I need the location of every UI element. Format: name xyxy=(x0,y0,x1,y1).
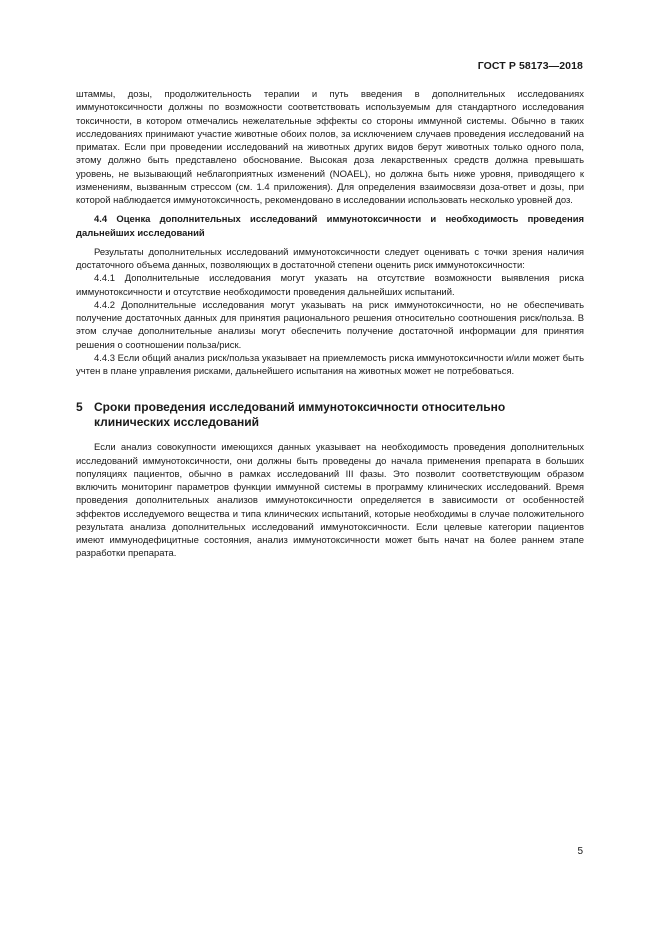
section-5-heading xyxy=(76,400,584,430)
section-5-number: 5 xyxy=(76,400,83,415)
section-5-title: Сроки проведения исследований иммунотоксичности относительно клинических исследований xyxy=(94,400,506,430)
subsection-4-4-intro: Результаты дополнительных исследований иммунотоксичности следует оценивать с точки зрения наличия достаточного объема данных, позволяющих в достаточной степени оценить риск иммунотоксичности: xyxy=(76,246,584,271)
page-number: 5 xyxy=(577,846,583,857)
document-body xyxy=(76,88,584,561)
intro-paragraph: штаммы, дозы, продолжительность терапии и путь введения в дополнительных исследованиях иммунотоксичности должны по возможности соответствовать используемым для стандартного исследования токсичности, в котором отмечались нежелательные эффекты со стороны иммунной системы. Обычно в таких исследованиях принимают участие животные обоих полов, за исключением случаев проведения исследований на приматах. Если при проведении исследований на животных других видов берут животных только одного пола, этому должно быть представлено обоснование. Высокая доза лекарственных средств должна превышать уровень, не вызывающий неблагоприятных изменений (NOAEL), но должна быть ниже уровня, приводящего к изменениям, вызванным стрессом (см. 1.4 приложения). Для определения взаимосвязи доза-ответ и дозы, при которой наблюдается иммунотоксичность, рекомендовано в исследовании использовать несколько уровней доз. xyxy=(76,89,584,206)
item-4-4-1: 4.4.1 Дополнительные исследования могут указать на отсутствие возможности выявления риска иммунотоксичности и отсутствие необходимости проведения дальнейших испытаний. xyxy=(76,273,584,298)
standard-code: ГОСТ Р 58173—2018 xyxy=(477,60,583,72)
item-4-4-3: 4.4.3 Если общий анализ риск/польза указывает на приемлемость риска иммунотоксичности и/или может быть учтен в плане управления рисками, дальнейшего испытания на животных может не потребоваться. xyxy=(76,352,584,377)
subsection-4-4-heading: 4.4 Оценка дополнительных исследований иммунотоксичности и необходимость проведения дальнейших исследований xyxy=(76,214,584,239)
section-5-paragraph: Если анализ совокупности имеющихся данных указывает на необходимость проведения дополнительных исследований иммунотоксичности, они должны быть проведены до начала применения препарата в больших популяциях пациентов, обычно в рамках исследований III фазы. Это позволит соответствующим образом включить мониторинг параметров функции иммунной системы в программу клинических исследований. Время проведения дополнительных анализов иммунотоксичности определяется в зависимости от особенностей эффектов исследуемого вещества и типа клинических испытаний, которые необходимы в случае положительного результата анализа дополнительных исследований иммунотоксичности. Если целевые категории пациентов имеют иммунодефицитные состояния, анализ иммунотоксичности может быть начат на более раннем этапе разработки препарата. xyxy=(76,442,584,560)
item-4-4-2: 4.4.2 Дополнительные исследования могут указывать на риск иммунотоксичности, но не обеспечивать получение достаточных данных для принятия рационального решения относительно соотношения риск/польза. В этом случае дополнительные анализы могут обеспечить получение достаточной информации для принятия решения о соотношении польза/риск. xyxy=(76,299,584,351)
